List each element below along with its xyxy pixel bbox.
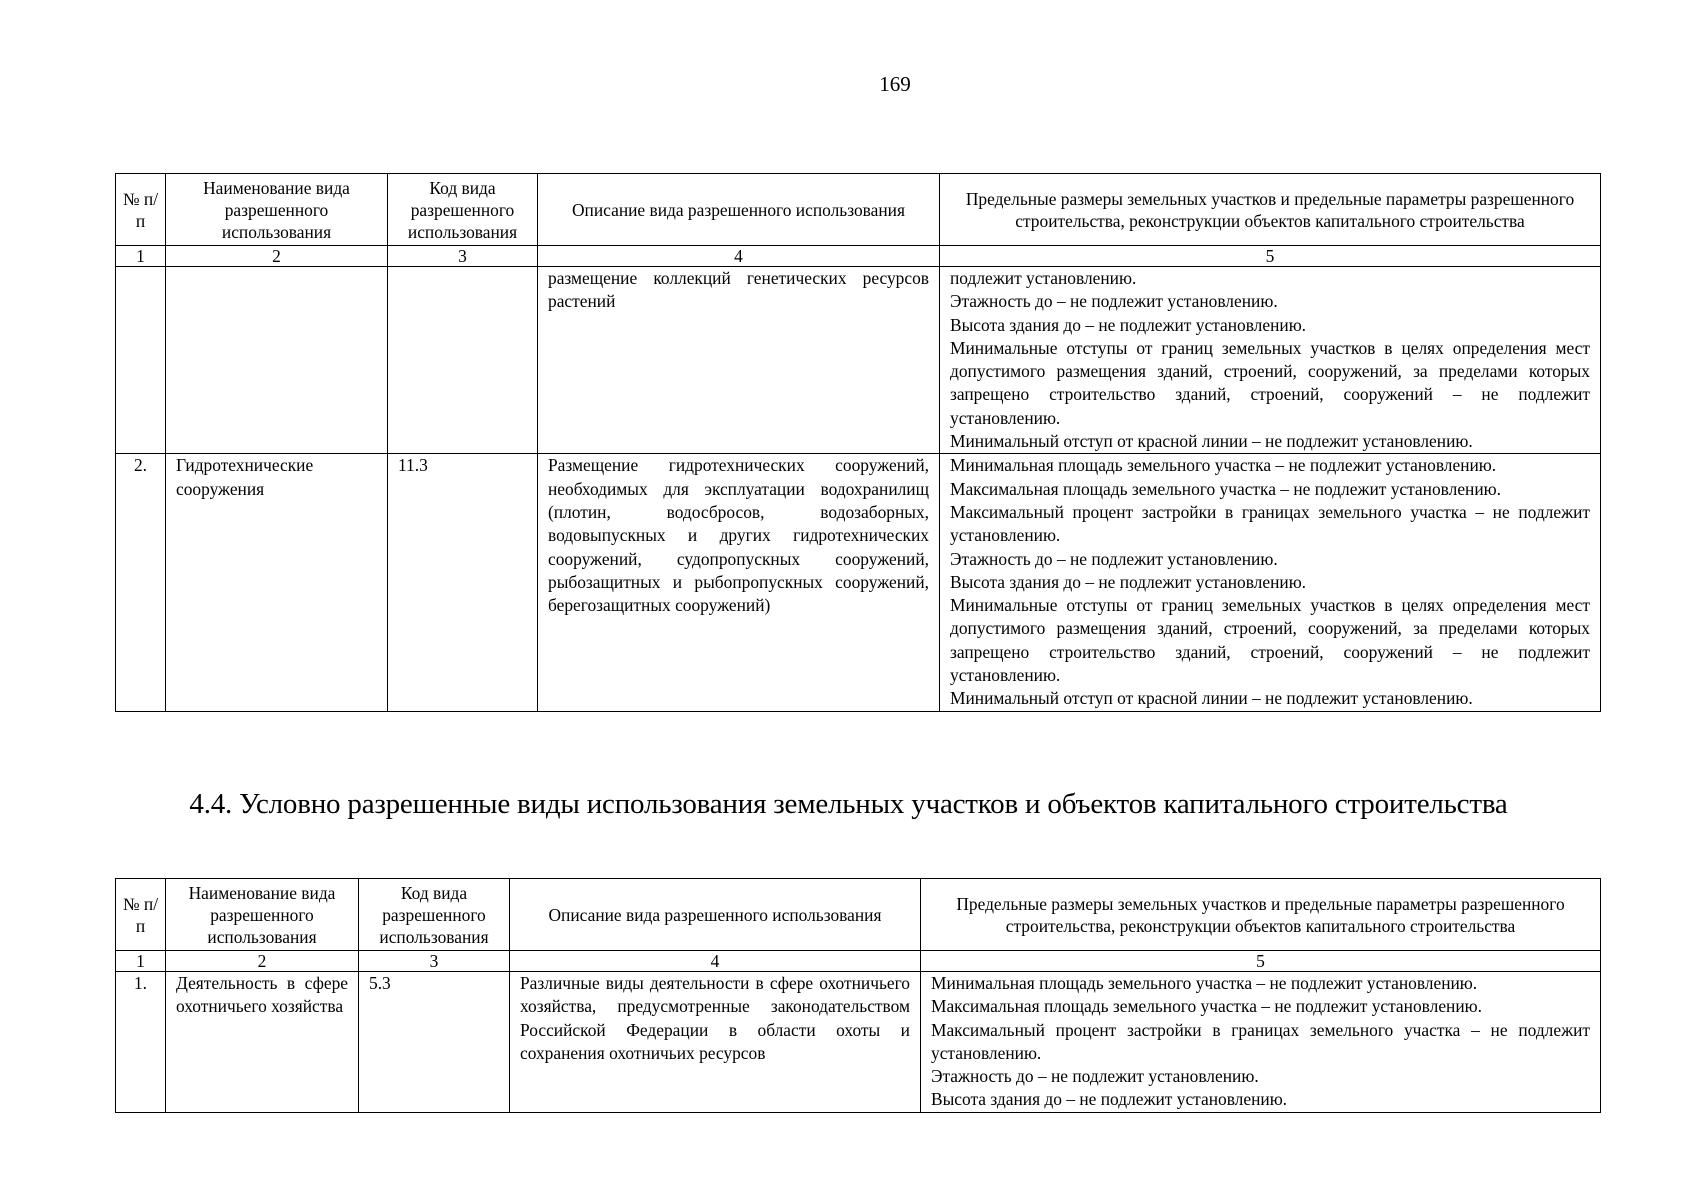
row-number xyxy=(116,267,166,454)
limit-line: Высота здания до – не подлежит установлению. xyxy=(931,1089,1288,1110)
limit-line: Этажность до – не подлежит установлению. xyxy=(950,291,1278,312)
section-title: 4.4. Условно разрешенные виды использования земельных участков и объектов капитального строительства xyxy=(189,788,1508,820)
limit-line: Минимальный отступ от красной линии – не подлежит установлению. xyxy=(950,431,1473,452)
limit-line: подлежит установлению. xyxy=(950,268,1137,288)
regulations-table-main xyxy=(115,173,1601,712)
limit-line: Максимальный процент застройки в границах земельного участка – не подлежит установлению. xyxy=(950,501,1590,546)
header-no: № п/п xyxy=(116,879,166,951)
row-limits xyxy=(940,267,1601,454)
row-limits xyxy=(940,454,1601,711)
row-limits xyxy=(921,972,1601,1113)
header-name: Наименование вида разрешенного использования xyxy=(166,879,359,951)
table-row xyxy=(116,454,1601,711)
limit-line: Минимальный отступ от красной линии – не подлежит установлению. xyxy=(950,688,1473,709)
header-limits: Предельные размеры земельных участков и предельные параметры разрешенного строительства, реконструкции объектов капитального строительства xyxy=(921,879,1601,951)
limit-line: Максимальная площадь земельного участка – не подлежит установлению. xyxy=(931,996,1482,1017)
table-row xyxy=(116,972,1601,1113)
limit-line: Минимальная площадь земельного участка – не подлежит установлению. xyxy=(950,455,1497,476)
regulations-table-conditional xyxy=(115,878,1601,1113)
col-number: 5 xyxy=(921,951,1601,972)
page-number: 169 xyxy=(879,72,911,96)
col-number: 5 xyxy=(940,246,1601,267)
row-number: 1. xyxy=(116,972,166,1113)
col-number: 2 xyxy=(166,246,388,267)
row-name: Гидротехнические сооружения xyxy=(166,454,388,711)
col-number: 4 xyxy=(538,246,940,267)
row-name xyxy=(166,267,388,454)
col-number: 1 xyxy=(116,246,166,267)
limit-line: Минимальная площадь земельного участка – не подлежит установлению. xyxy=(931,973,1478,993)
limit-line: Этажность до – не подлежит установлению. xyxy=(931,1066,1259,1087)
col-number: 4 xyxy=(510,951,921,972)
limit-line: Высота здания до – не подлежит установлению. xyxy=(950,571,1307,592)
col-number: 3 xyxy=(388,246,538,267)
header-no: № п/п xyxy=(116,174,166,246)
limit-line: Максимальный процент застройки в границах земельного участка – не подлежит установлению. xyxy=(931,1019,1590,1063)
header-code: Код вида разрешенного использования xyxy=(359,879,510,951)
header-description: Описание вида разрешенного использования xyxy=(538,174,940,246)
header-code: Код вида разрешенного использования xyxy=(388,174,538,246)
header-limits: Предельные размеры земельных участков и предельные параметры разрешенного строительства, реконструкции объектов капитального строительства xyxy=(940,174,1601,246)
row-number: 2. xyxy=(116,454,166,711)
row-name: Деятельность в сфере охотничьего хозяйства xyxy=(166,972,359,1113)
header-name: Наименование вида разрешенного использования xyxy=(166,174,388,246)
limit-line: Максимальная площадь земельного участка – не подлежит установлению. xyxy=(950,478,1501,499)
row-description: размещение коллекций генетических ресурсов растений xyxy=(538,267,940,454)
col-number: 2 xyxy=(166,951,359,972)
row-code xyxy=(388,267,538,454)
table-row xyxy=(116,267,1601,454)
row-description: Различные виды деятельности в сфере охотничьего хозяйства, предусмотренные законодательством Российской Федерации в области охоты и сохранения охотничьих ресурсов xyxy=(510,972,921,1113)
row-code: 5.3 xyxy=(359,972,510,1113)
col-number: 1 xyxy=(116,951,166,972)
row-description: Размещение гидротехнических сооружений, необходимых для эксплуатации водохранилищ (плотин, водосбросов, водозаборных, водовыпускных и других гидротехнических сооружений, судопропускных сооружений, рыбозащитных и рыбопропускных сооружений, берегозащитных сооружений) xyxy=(538,454,940,711)
header-description: Описание вида разрешенного использования xyxy=(510,879,921,951)
limit-line: Высота здания до – не подлежит установлению. xyxy=(950,314,1307,335)
col-number: 3 xyxy=(359,951,510,972)
limit-line: Этажность до – не подлежит установлению. xyxy=(950,548,1278,569)
row-code: 11.3 xyxy=(388,454,538,711)
limit-line: Минимальные отступы от границ земельных участков в целях определения мест допустимого размещения зданий, строений, сооружений, за пределами которых запрещено строительство зданий, строений, сооружений – не подлежит установлению. xyxy=(950,595,1590,686)
limit-line: Минимальные отступы от границ земельных участков в целях определения мест допустимого размещения зданий, строений, сооружений, за пределами которых запрещено строительство зданий, строений, сооружений – не подлежит установлению. xyxy=(950,337,1590,428)
